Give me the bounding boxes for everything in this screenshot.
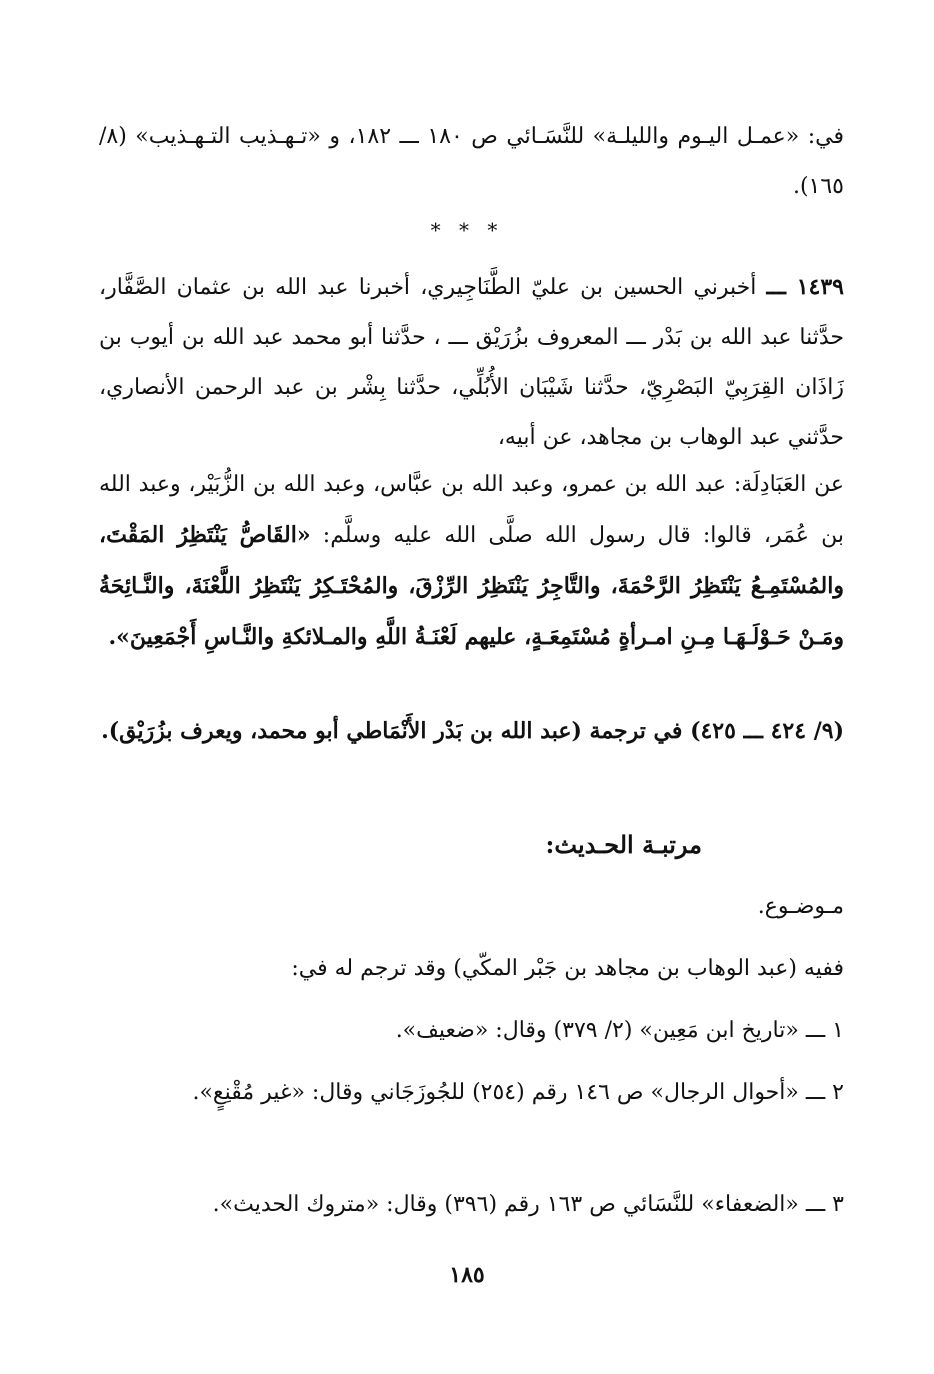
grade-reason: ففيه (عبد الوهاب بن مجاهد بن جَبْر المكّي) وقد ترجم له في: [291, 956, 844, 981]
hadith-isnad-paragraph [99, 262, 844, 463]
grade-heading: مرتبـة الحـديث: [545, 830, 702, 859]
hadith-isnad: أخبرني الحسين بن عليّ الطَّنَاجِيري، أخبرنا عبد الله بن عثمان الصَّفَّار، حدَّثنا عبد الله بن بَدْر ـــ المعروف بزُرَيْق ـــ ، حدَّثنا أبو محمد عبد الله بن أيوب بن زَاذَان القِرَبِيّ البَصْرِيّ، حدَّثنا شَيْبَان الأُبُلِّي، حدَّثنا بِشْر بن عبد الرحمن الأنصاري، حدَّثني عبد الوهاب بن مجاهد، عن أبيه، [99, 275, 844, 450]
source-item-1: ١ ـــ «تاريخ ابن مَعِين» (٢/ ٣٧٩) وقال: «ضعيف». [395, 1018, 844, 1043]
hadith-matn-text: «القَاصُّ يَنْتَظِرُ المَقْتَ، والمُسْتَمِـعُ يَنْتَظِرُ الرَّحْمَةَ، والتَّاجِرُ يَنْتَظِرُ الرِّزْقَ، والمُحْتَـكِرُ يَنْتَظِرُ اللَّعْنَةَ، والنَّـائِحَةُ ومَـنْ حَـوْلَـهَـا مِـنِ امـرأةٍ مُسْتَمِعَـةٍ، عليهم لَعْنَـةُ اللَّهِ والمـلائكةِ والنَّـاسِ أَجْمَعِينَ». [99, 522, 844, 650]
hadith-number: ١٤٣٩ ـــ [766, 274, 844, 300]
page-number: ١٨٥ [449, 1262, 485, 1288]
hadith-reference: (٩/ ٤٢٤ ـــ ٤٢٥) في ترجمة (عبد الله بن بَدْر الأَنْمَاطي أبو محمد، ويعرف بزُرَيْق). [101, 718, 844, 744]
hadith-matn-intro: عن العَبَادِلَة: عبد الله بن عمرو، وعبد الله بن عبَّاس، وعبد الله بن الزُّبَيْر، وعبد الله بن عُمَر، قالوا: قال رسول الله صلَّى الله عليه وسلَّم: [99, 472, 844, 548]
source-item-3: ٣ ـــ «الضعفاء» للنَّسَائي ص ١٦٣ رقم (٣٩٦) وقال: «متروك الحديث». [212, 1192, 844, 1217]
source-item-2: ٢ ـــ «أحوال الرجال» ص ١٤٦ رقم (٢٥٤) للجُوزَجَاني وقال: «غير مُقْنِعٍ». [192, 1080, 844, 1105]
section-separator: * * * [430, 218, 504, 242]
top-citation: في: «عمـل اليـوم والليلـة» للنَّسَـائي ص ١٨٠ ـــ ١٨٢، و «تـهـذيب التـهـذيب» (٨/ ١٦٥). [99, 124, 845, 199]
hadith-matn-paragraph [99, 460, 844, 663]
grade-verdict: مـوضـوع. [757, 894, 844, 919]
